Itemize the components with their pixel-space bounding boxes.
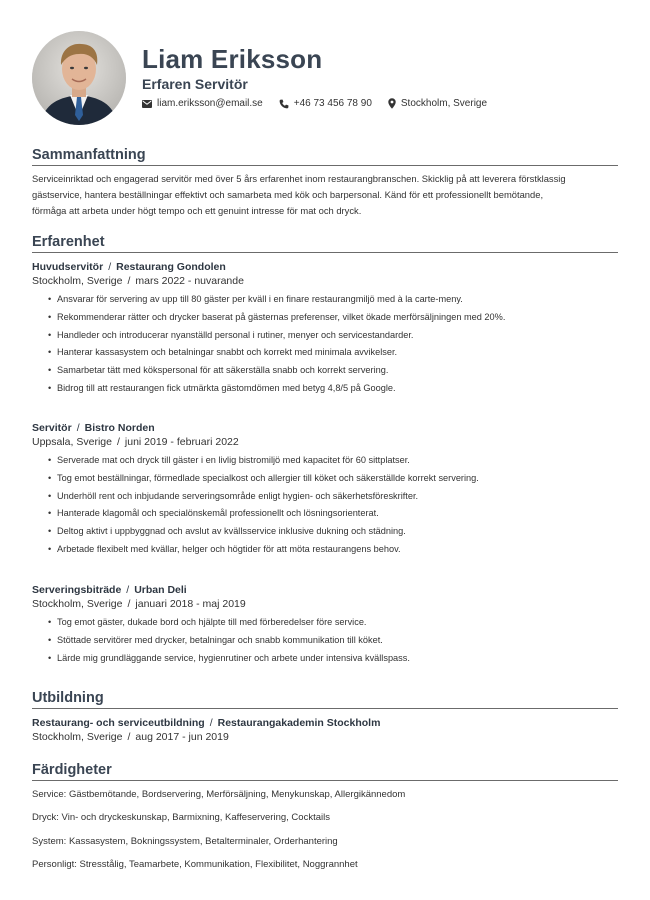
- contact-email[interactable]: [142, 98, 263, 109]
- job-title-line: [32, 422, 618, 434]
- job-location: Stockholm, Sverige: [32, 275, 123, 287]
- list-item: • Handleder och introducerar nyanställd personal i rutiner, menyer och servicestandarder.: [48, 327, 618, 345]
- list-item: • Samarbetar tätt med kökspersonal för att säkerställa snabb och korrekt servering.: [48, 362, 618, 380]
- contact-row: [142, 98, 487, 109]
- job-role: Servitör: [32, 422, 72, 434]
- education-school: Restaurangakademin Stockholm: [217, 717, 381, 729]
- job-location: Stockholm, Sverige: [32, 598, 123, 610]
- education-location: Stockholm, Sverige: [32, 731, 123, 743]
- job-dates: januari 2018 - maj 2019: [135, 598, 246, 610]
- contact-phone[interactable]: [279, 98, 372, 109]
- separator: /: [108, 261, 112, 273]
- separator: /: [76, 422, 80, 434]
- job-company: Bistro Norden: [84, 422, 155, 434]
- avatar: [32, 31, 126, 125]
- separator: /: [127, 275, 131, 287]
- education-entry: [32, 717, 618, 743]
- skill-line: System: Kassasystem, Bokningssystem, Betalterminaler, Orderhantering: [32, 836, 338, 847]
- skill-line: Dryck: Vin- och dryckeskunskap, Barmixning, Kaffeservering, Cocktails: [32, 812, 330, 823]
- list-item: • Rekommenderar rätter och drycker baserat på gästernas preferenser, vilket ökade merförsäljningen med 20%.: [48, 309, 618, 327]
- person-name: Liam Eriksson: [142, 44, 323, 74]
- experience-section: [32, 234, 618, 253]
- separator: /: [209, 717, 213, 729]
- list-item: • Lärde mig grundläggande service, hygienrutiner och arbete under intensiva kvällspass.: [48, 650, 618, 668]
- list-item: • Hanterar kassasystem och betalningar snabbt och korrekt med minimala avvikelser.: [48, 344, 618, 362]
- education-program: Restaurang- och serviceutbildning: [32, 717, 205, 729]
- list-item: • Deltog aktivt i uppbyggnad och avslut av kvällsservice inklusive dukning och städning.: [48, 523, 618, 541]
- email-text: liam.eriksson@email.se: [157, 98, 263, 109]
- job-bullets: [32, 291, 618, 398]
- education-title-line: [32, 717, 618, 729]
- job-title: Erfaren Servitör: [142, 76, 248, 92]
- summary-text: [32, 171, 618, 219]
- job-company: Restaurang Gondolen: [116, 261, 226, 273]
- job-dates: mars 2022 - nuvarande: [135, 275, 244, 287]
- list-item: • Arbetade flexibelt med kvällar, helger och högtider för att möta restaurangens behov.: [48, 541, 618, 559]
- job-role: Serveringsbiträde: [32, 584, 122, 596]
- job-title-line: [32, 584, 618, 596]
- skill-line: Personligt: Stresstålig, Teamarbete, Kommunikation, Flexibilitet, Noggrannhet: [32, 859, 358, 870]
- section-heading-summary: Sammanfattning: [32, 147, 618, 166]
- list-item: • Stöttade servitörer med drycker, betalningar och snabb kommunikation till köket.: [48, 632, 618, 650]
- education-dates: aug 2017 - jun 2019: [135, 731, 229, 743]
- skills-section: [32, 762, 618, 781]
- job-title-line: [32, 261, 618, 273]
- summary-line: gästservice, hantera beställningar effektivt och samarbeta med kök och barpersonal. Känd för ett professionellt bemötande,: [32, 189, 544, 200]
- list-item: • Ansvarar för servering av upp till 80 gäster per kväll i en finare restaurangmiljö med à la carte-meny.: [48, 291, 618, 309]
- skill-line: Service: Gästbemötande, Bordservering, Merförsäljning, Menykunskap, Allergikännedom: [32, 789, 406, 800]
- section-heading-education: Utbildning: [32, 690, 618, 709]
- education-section: [32, 690, 618, 709]
- contact-location: [388, 98, 487, 109]
- separator: /: [127, 731, 131, 743]
- list-item: • Serverade mat och dryck till gäster i en livlig bistromiljö med kapacitet för 60 sittplatser.: [48, 452, 618, 470]
- profile-photo: [32, 31, 126, 125]
- resume-header: [32, 31, 622, 127]
- job-entry: [32, 584, 618, 667]
- separator: /: [116, 436, 120, 448]
- job-dates: juni 2019 - februari 2022: [124, 436, 239, 448]
- separator: /: [127, 598, 131, 610]
- section-heading-skills: Färdigheter: [32, 762, 618, 781]
- list-item: • Tog emot gäster, dukade bord och hjälpte till med förberedelser före service.: [48, 614, 618, 632]
- job-bullets: [32, 452, 618, 559]
- summary-line: förmåga att arbeta under högt tempo och ett genuint intresse för mat och dryck.: [32, 205, 362, 216]
- list-item: • Hanterade klagomål och specialönskemål professionellt och lösningsorienterat.: [48, 505, 618, 523]
- job-meta-line: [32, 275, 618, 287]
- summary-section: [32, 147, 618, 219]
- mail-icon: [142, 100, 152, 108]
- list-item: • Bidrog till att restaurangen fick utmärkta gästomdömen med betyg 4,8/5 på Google.: [48, 380, 618, 398]
- education-meta-line: [32, 731, 618, 743]
- summary-line: Serviceinriktad och engagerad servitör med över 5 års erfarenhet inom restaurangbranschen. Skicklig på att leverera förstklassig: [32, 173, 566, 184]
- phone-text: +46 73 456 78 90: [293, 98, 372, 109]
- job-company: Urban Deli: [134, 584, 187, 596]
- phone-icon: [279, 99, 289, 109]
- job-entry: [32, 261, 618, 398]
- job-bullets: [32, 614, 618, 667]
- job-entry: [32, 422, 618, 559]
- location-text: Stockholm, Sverige: [400, 98, 488, 109]
- job-meta-line: [32, 436, 618, 448]
- separator: /: [126, 584, 130, 596]
- location-pin-icon: [388, 98, 396, 109]
- job-location: Uppsala, Sverige: [32, 436, 112, 448]
- job-meta-line: [32, 598, 618, 610]
- list-item: • Tog emot beställningar, förmedlade specialkost och allergier till köket och säkerställde korrekt servering.: [48, 470, 618, 488]
- section-heading-experience: Erfarenhet: [32, 234, 618, 253]
- list-item: • Underhöll rent och inbjudande serveringsområde enligt hygien- och säkerhetsföreskrifter.: [48, 488, 618, 506]
- job-role: Huvudservitör: [32, 261, 104, 273]
